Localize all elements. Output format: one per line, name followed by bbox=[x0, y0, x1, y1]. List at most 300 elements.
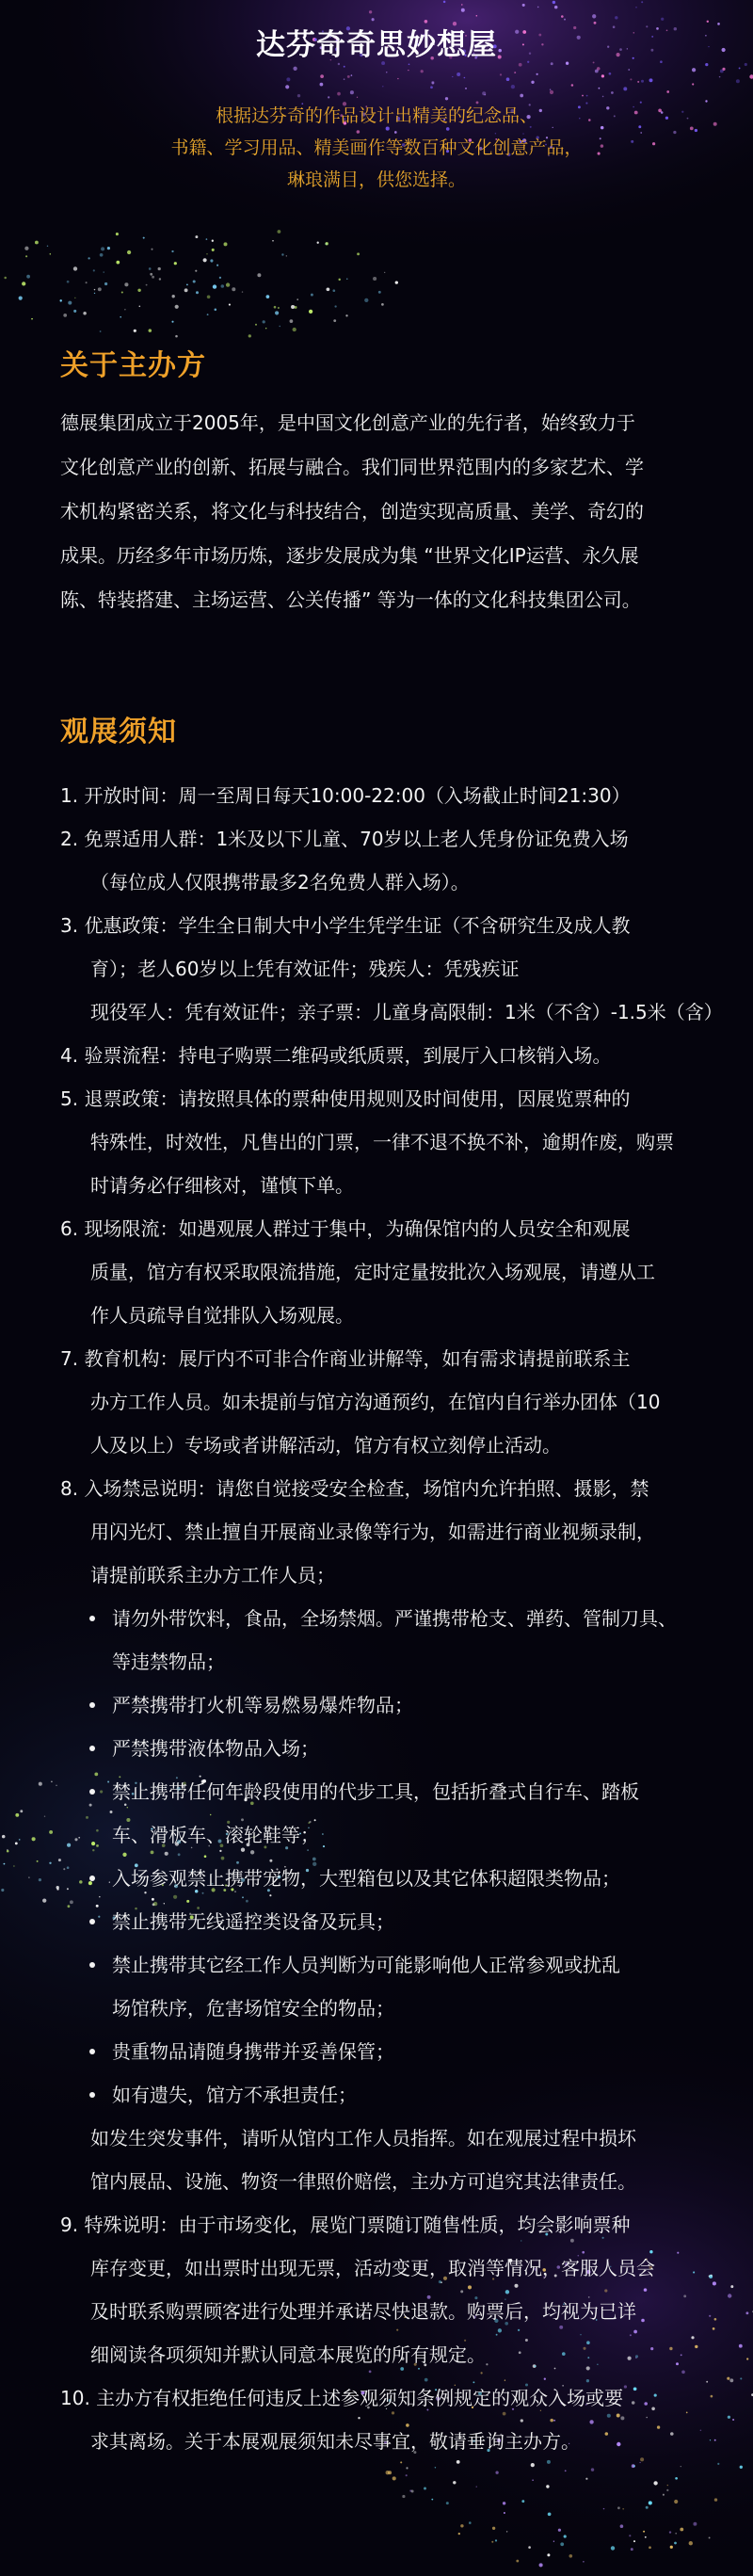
star-particle bbox=[317, 242, 319, 244]
star-particle bbox=[633, 2540, 635, 2542]
star-particle bbox=[714, 2318, 717, 2321]
notice-item-4: 4. 验票流程：持电子购票二维码或纸质票，到展厅入口核销入场。 bbox=[60, 1044, 612, 1067]
star-particle bbox=[127, 250, 131, 254]
intro-text bbox=[0, 100, 753, 196]
star-particle bbox=[521, 2500, 524, 2503]
star-particle bbox=[47, 246, 48, 247]
star-particle bbox=[186, 284, 188, 286]
star-particle bbox=[571, 84, 574, 87]
star-particle bbox=[293, 328, 296, 331]
star-particle bbox=[553, 2541, 554, 2542]
star-particle bbox=[213, 284, 216, 288]
star-particle bbox=[406, 2467, 408, 2469]
intro-line: 琳琅满目，供您选择。 bbox=[286, 169, 466, 190]
bullet-item bbox=[60, 1900, 700, 1943]
star-particle bbox=[408, 70, 409, 71]
star-particle bbox=[615, 16, 617, 19]
star-particle bbox=[107, 247, 110, 250]
star-particle bbox=[746, 2358, 748, 2359]
star-particle bbox=[25, 255, 27, 257]
star-particle bbox=[221, 284, 225, 288]
star-particle bbox=[495, 2539, 497, 2541]
star-particle bbox=[149, 267, 152, 270]
bullet-dot-icon bbox=[89, 1616, 95, 1621]
star-particle bbox=[15, 1813, 19, 1817]
star-particle bbox=[357, 97, 358, 98]
star-particle bbox=[196, 291, 199, 294]
star-particle bbox=[511, 85, 515, 89]
star-particle bbox=[293, 67, 296, 71]
star-particle bbox=[242, 291, 243, 292]
star-particle bbox=[601, 74, 604, 77]
notice-item-1: 1. 开放时间：周一至周日每天10:00-22:00（入场截止时间21:30） bbox=[60, 784, 631, 807]
star-particle bbox=[216, 265, 218, 266]
notice-item-6-cont: 作人员疏导自觉排队入场观展。 bbox=[90, 1304, 354, 1327]
star-particle bbox=[484, 94, 486, 96]
star-particle bbox=[332, 289, 335, 292]
star-particle bbox=[325, 242, 328, 246]
intro-line: 根据达芬奇的作品设计出精美的纪念品、 bbox=[215, 105, 537, 126]
star-particle bbox=[602, 96, 604, 98]
bullet-text: 如有遗失，馆方不承担责任； bbox=[112, 2084, 357, 2106]
star-particle bbox=[740, 2377, 742, 2379]
star-particle bbox=[666, 2489, 668, 2491]
star-particle bbox=[257, 273, 261, 277]
star-particle bbox=[337, 92, 341, 96]
star-particle bbox=[495, 2471, 498, 2474]
notice-item-6-cont: 质量，馆方有权采取限流措施，定时定量按批次入场观展，请遵从工 bbox=[90, 1261, 655, 1283]
bullet-dot-icon bbox=[89, 1876, 95, 1881]
star-particle bbox=[137, 289, 140, 292]
star-particle bbox=[388, 2471, 392, 2474]
star-particle bbox=[149, 329, 152, 332]
star-particle bbox=[717, 2463, 719, 2465]
star-particle bbox=[19, 296, 23, 299]
star-particle bbox=[564, 2535, 567, 2537]
star-particle bbox=[206, 253, 208, 255]
star-particle bbox=[635, 7, 637, 8]
star-particle bbox=[210, 259, 213, 262]
star-particle bbox=[67, 281, 70, 283]
bullet-item bbox=[60, 1857, 700, 1900]
notice-item-10-cont: 求其离场。关于本展观展须知未尽事宜，敬请垂询主办方。 bbox=[90, 2430, 580, 2453]
star-particle bbox=[297, 94, 300, 97]
star-particle bbox=[224, 242, 228, 246]
star-particle bbox=[599, 88, 601, 89]
star-particle bbox=[520, 94, 523, 98]
star-particle bbox=[351, 74, 353, 76]
bullet-dot-icon bbox=[89, 1789, 95, 1795]
star-particle bbox=[402, 2495, 405, 2498]
star-particle bbox=[603, 2508, 604, 2509]
star-particle bbox=[219, 277, 221, 279]
bullet-text: 禁止携带其它经工作人员判断为可能影响他人正常参观或扰乱 bbox=[112, 1954, 620, 1976]
star-particle bbox=[560, 2542, 564, 2546]
star-particle bbox=[94, 293, 95, 294]
star-particle bbox=[620, 2524, 624, 2528]
star-particle bbox=[42, 1898, 46, 1902]
star-particle bbox=[714, 2498, 717, 2501]
star-particle bbox=[120, 316, 121, 318]
star-particle bbox=[4, 277, 7, 280]
star-particle bbox=[26, 275, 30, 279]
star-particle bbox=[121, 291, 123, 293]
star-particle bbox=[397, 78, 398, 79]
star-particle bbox=[49, 1830, 53, 1834]
star-particle bbox=[728, 2416, 730, 2419]
star-particle bbox=[536, 73, 537, 75]
star-particle bbox=[146, 284, 148, 286]
star-particle bbox=[514, 72, 516, 73]
notice-item-6: 6. 现场限流：如遇观展人群过于集中，为确保馆内的人员安全和观展 bbox=[60, 1217, 631, 1240]
star-particle bbox=[333, 319, 336, 322]
star-particle bbox=[393, 2476, 396, 2480]
star-particle bbox=[381, 303, 384, 306]
star-particle bbox=[296, 298, 298, 300]
star-particle bbox=[7, 1850, 9, 1853]
star-particle bbox=[195, 270, 197, 272]
bullet-dot-icon bbox=[89, 1702, 95, 1708]
notice-item-2-cont: （每位成人仅限携带最多2名免费人群入场）。 bbox=[90, 871, 470, 894]
star-particle bbox=[20, 1810, 23, 1812]
bullet-item-cont: 场馆秩序，危害场馆安全的物品； bbox=[112, 1997, 394, 2020]
star-particle bbox=[39, 1782, 42, 1786]
star-particle bbox=[631, 2548, 633, 2551]
star-particle bbox=[98, 287, 102, 291]
star-particle bbox=[382, 86, 383, 87]
notice-item-8-cont: 请提前联系主办方工作人员； bbox=[90, 1564, 335, 1586]
about-heading: 关于主办方 bbox=[60, 349, 206, 382]
star-particle bbox=[692, 68, 696, 72]
star-particle bbox=[711, 2275, 713, 2277]
star-particle bbox=[711, 2395, 713, 2398]
star-particle bbox=[4, 1863, 6, 1865]
star-particle bbox=[68, 301, 72, 305]
bullet-item bbox=[60, 1597, 700, 1640]
star-particle bbox=[464, 77, 466, 79]
star-particle bbox=[338, 279, 340, 281]
star-particle bbox=[465, 88, 467, 89]
star-particle bbox=[500, 73, 502, 75]
notice-item-7: 7. 教育机构：展厅内不可非合作商业讲解等，如有需求请提前联系主 bbox=[60, 1347, 631, 1370]
star-particle bbox=[670, 2546, 673, 2549]
star-particle bbox=[476, 15, 478, 17]
star-particle bbox=[93, 269, 95, 271]
notice-item-8: 8. 入场禁忌说明：请您自觉接受安全检查，场馆内允许拍照、摄影，禁 bbox=[60, 1477, 649, 1500]
star-particle bbox=[15, 1842, 18, 1844]
star-particle bbox=[152, 276, 154, 279]
star-particle bbox=[531, 81, 534, 84]
star-particle bbox=[344, 78, 345, 80]
star-particle bbox=[745, 63, 747, 66]
star-particle bbox=[373, 277, 376, 281]
bullet-text: 请勿外带饮料，食品，全场禁烟。严谨携带枪支、弹药、管制刀具、 bbox=[112, 1607, 677, 1630]
notice-item-9: 9. 特殊说明：由于市场变化，展览门票随订随售性质，均会影响票种 bbox=[60, 2214, 631, 2236]
star-particle bbox=[476, 2486, 477, 2487]
star-particle bbox=[435, 2467, 436, 2468]
star-particle bbox=[558, 2529, 561, 2532]
star-particle bbox=[669, 2531, 671, 2533]
star-particle bbox=[643, 2531, 645, 2533]
bullet-text: 禁止携带任何年龄段使用的代步工具，包括折叠式自行车、踏板 bbox=[112, 1780, 639, 1803]
star-particle bbox=[646, 2506, 649, 2509]
star-particle bbox=[159, 278, 161, 280]
star-particle bbox=[56, 1886, 59, 1889]
star-particle bbox=[591, 2468, 594, 2471]
star-particle bbox=[714, 2439, 716, 2441]
star-particle bbox=[150, 273, 152, 276]
star-particle bbox=[630, 78, 632, 80]
about-line: 德展集团成立于2005年，是中国文化创意产业的先行者，始终致力于 bbox=[60, 411, 635, 434]
star-particle bbox=[364, 298, 368, 302]
star-particle bbox=[409, 63, 410, 65]
notice-item-9-cont: 及时联系购票顾客进行处理并承诺尽快退款。购票后，均视为已详 bbox=[90, 2300, 636, 2323]
about-line: 陈、特装搭建、主场运营、公关传播” 等为一体的文化科技集团公司。 bbox=[60, 588, 641, 611]
star-particle bbox=[421, 70, 424, 72]
star-particle bbox=[278, 307, 280, 309]
star-particle bbox=[675, 2477, 678, 2480]
star-particle bbox=[506, 2531, 507, 2532]
star-particle bbox=[384, 272, 385, 273]
notice-heading: 观展须知 bbox=[60, 716, 177, 749]
star-particle bbox=[345, 314, 347, 316]
notice-item-5: 5. 退票政策：请按照具体的票种使用规则及时间使用，因展览票种的 bbox=[60, 1087, 631, 1110]
star-particle bbox=[565, 2470, 567, 2471]
star-particle bbox=[709, 2276, 711, 2278]
star-particle bbox=[586, 95, 588, 97]
emergency-note: 如发生突发事件，请听从馆内工作人员指挥。如在观展过程中损坏 bbox=[90, 2127, 636, 2149]
notice-item-7-cont: 人及以上）专场或者讲解活动，馆方有权立刻停止活动。 bbox=[90, 1434, 561, 1457]
about-line: 术机构紧密关系，将文化与科技结合，创造实现高质量、美学、奇幻的 bbox=[60, 500, 644, 523]
star-particle bbox=[174, 262, 177, 265]
star-particle bbox=[124, 309, 125, 310]
notice-list bbox=[60, 774, 723, 2463]
notice-item-9-cont: 库存变更，如出票时出现无票，活动变更，取消等情况，客服人员会 bbox=[90, 2257, 655, 2279]
star-particle bbox=[22, 282, 25, 285]
star-particle bbox=[266, 295, 270, 298]
star-particle bbox=[705, 63, 708, 66]
star-particle bbox=[729, 2378, 733, 2382]
star-particle bbox=[745, 2311, 748, 2314]
star-particle bbox=[492, 2527, 495, 2530]
notice-item-5-cont: 特殊性，时效性，凡售出的门票，一律不退不换不补，逾期作废，购票 bbox=[90, 1131, 674, 1153]
bullet-item-cont: 车、滑板车、滚轮鞋等； bbox=[112, 1824, 319, 1846]
star-particle bbox=[611, 91, 614, 94]
bullet-text: 入场参观禁止携带宠物，大型箱包以及其它体积超限类物品； bbox=[112, 1867, 620, 1890]
page-title: 达芬奇奇思妙想屋 bbox=[256, 28, 497, 62]
star-particle bbox=[730, 2285, 733, 2288]
star-particle bbox=[582, 95, 584, 97]
star-particle bbox=[290, 319, 294, 323]
star-particle bbox=[666, 90, 669, 93]
star-particle bbox=[506, 77, 510, 81]
star-particle bbox=[709, 2315, 711, 2317]
star-particle bbox=[411, 2490, 414, 2493]
star-particle bbox=[272, 240, 274, 242]
star-particle bbox=[653, 2481, 657, 2485]
star-particle bbox=[713, 2327, 715, 2330]
bullet-item bbox=[60, 1727, 700, 1770]
star-particle bbox=[516, 2560, 519, 2563]
star-particle bbox=[611, 2546, 615, 2550]
star-particle bbox=[641, 1, 643, 3]
star-particle bbox=[171, 321, 173, 323]
star-particle bbox=[457, 72, 460, 76]
about-line: 成果。历经多年市场历炼，逐步发展成为集 “世界文化IP运营、永久展 bbox=[60, 544, 639, 567]
star-particle bbox=[503, 2502, 505, 2504]
star-particle bbox=[59, 299, 61, 301]
star-particle bbox=[274, 306, 277, 309]
star-particle bbox=[532, 2479, 534, 2481]
star-particle bbox=[275, 311, 279, 314]
star-particle bbox=[74, 298, 76, 299]
bullet-dot-icon bbox=[89, 1919, 95, 1924]
star-particle bbox=[171, 250, 173, 252]
star-particle bbox=[649, 78, 653, 82]
star-particle bbox=[291, 305, 295, 309]
star-particle bbox=[722, 68, 725, 71]
star-particle bbox=[674, 2500, 678, 2504]
emergency-note: 馆内展品、设施、物资一律照价赔偿，主办方可追究其法律责任。 bbox=[90, 2170, 636, 2193]
star-particle bbox=[1, 1889, 4, 1892]
star-particle bbox=[528, 2546, 531, 2549]
star-particle bbox=[134, 330, 136, 332]
star-particle bbox=[546, 2485, 549, 2487]
star-particle bbox=[554, 6, 558, 9]
star-particle bbox=[736, 79, 740, 83]
star-particle bbox=[357, 252, 360, 255]
star-particle bbox=[175, 305, 179, 309]
star-particle bbox=[49, 1862, 51, 1864]
star-particle bbox=[278, 230, 281, 233]
star-particle bbox=[378, 291, 381, 294]
star-particle bbox=[585, 2478, 587, 2480]
star-particle bbox=[446, 2502, 449, 2504]
star-particle bbox=[63, 314, 67, 317]
star-particle bbox=[553, 1, 555, 4]
star-particle bbox=[44, 1815, 45, 1816]
star-particle bbox=[328, 96, 329, 98]
star-particle bbox=[2, 1835, 5, 1839]
star-particle bbox=[350, 90, 354, 94]
star-particle bbox=[547, 2553, 550, 2556]
star-particle bbox=[692, 83, 694, 85]
notice-item-2: 2. 免票适用人群：1米及以下儿童、70岁以上老人凭身份证免费入场 bbox=[60, 828, 629, 850]
star-particle bbox=[667, 2485, 668, 2486]
star-particle bbox=[32, 1837, 36, 1841]
bullet-item bbox=[60, 2030, 700, 2073]
star-particle bbox=[461, 8, 465, 12]
star-particle bbox=[633, 2465, 635, 2467]
star-particle bbox=[719, 76, 721, 78]
star-particle bbox=[13, 1865, 15, 1867]
star-particle bbox=[172, 295, 175, 298]
star-particle bbox=[37, 1860, 39, 1862]
star-particle bbox=[203, 258, 207, 262]
notice-item-9-cont: 细阅读各项须知并默认同意本展览的所有规定。 bbox=[90, 2343, 486, 2366]
bullet-text: 严禁携带打火机等易燃易爆炸物品； bbox=[112, 1694, 413, 1716]
star-particle bbox=[39, 1878, 41, 1881]
bullet-dot-icon bbox=[89, 2092, 95, 2098]
star-particle bbox=[151, 249, 152, 250]
notice-item-10: 10. 主办方有权拒绝任何违反上述参观须知条例规定的观众入场或要 bbox=[60, 2387, 624, 2409]
star-particle bbox=[617, 2506, 620, 2509]
star-particle bbox=[561, 15, 564, 18]
star-particle bbox=[649, 2546, 651, 2549]
star-particle bbox=[460, 2524, 463, 2527]
notice-item-3: 3. 优惠政策：学生全日制大中小学生凭学生证（不含研究生及成人教 bbox=[60, 914, 631, 937]
bullet-text: 禁止携带无线遥控类设备及玩具； bbox=[112, 1910, 394, 1933]
bullet-item bbox=[60, 1683, 700, 1727]
star-particle bbox=[709, 2536, 711, 2538]
star-particle bbox=[628, 69, 630, 71]
star-particle bbox=[649, 2501, 652, 2504]
star-particle bbox=[740, 2466, 743, 2469]
star-particle bbox=[88, 257, 89, 259]
star-particle bbox=[424, 2487, 426, 2490]
star-particle bbox=[504, 2512, 505, 2514]
star-particle bbox=[597, 67, 601, 71]
star-particle bbox=[548, 2512, 552, 2516]
star-particle bbox=[207, 314, 209, 315]
star-particle bbox=[369, 10, 372, 13]
star-particle bbox=[443, 1, 446, 4]
star-particle bbox=[248, 334, 251, 337]
star-particle bbox=[728, 2294, 731, 2297]
star-particle bbox=[50, 253, 52, 255]
star-particle bbox=[522, 4, 525, 7]
bullet-text: 贵重物品请随身携带并妥善保管； bbox=[112, 2040, 394, 2063]
star-particle bbox=[35, 241, 39, 245]
star-particle bbox=[124, 282, 128, 286]
star-particle bbox=[710, 2439, 711, 2440]
about-line: 文化创意产业的创新、拓展与融合。我们同世界范围内的多家艺术、学 bbox=[60, 456, 644, 478]
bullet-dot-icon bbox=[89, 1962, 95, 1968]
star-particle bbox=[727, 2377, 729, 2380]
star-particle bbox=[461, 4, 462, 5]
bullet-item bbox=[60, 2073, 700, 2117]
star-particle bbox=[139, 306, 141, 308]
star-particle bbox=[286, 77, 290, 81]
star-particle bbox=[100, 330, 102, 332]
star-particle bbox=[19, 1839, 21, 1841]
star-particle bbox=[73, 310, 76, 313]
star-particle bbox=[31, 318, 33, 320]
star-particle bbox=[469, 2521, 472, 2524]
star-particle bbox=[143, 237, 145, 239]
star-particle bbox=[116, 233, 119, 235]
star-particle bbox=[286, 255, 287, 256]
star-particle bbox=[86, 282, 88, 283]
star-particle bbox=[663, 2494, 665, 2496]
star-particle bbox=[732, 2419, 734, 2421]
star-particle bbox=[229, 304, 231, 306]
star-particle bbox=[344, 66, 345, 68]
star-particle bbox=[255, 324, 257, 326]
bullet-text: 严禁携带液体物品入场； bbox=[112, 1737, 319, 1760]
star-particle bbox=[193, 280, 196, 282]
star-particle bbox=[212, 249, 215, 251]
notice-item-8-cont: 用闪光灯、禁止擅自开展商业录像等行为，如需进行商业视频录制， bbox=[90, 1521, 655, 1543]
star-particle bbox=[458, 2533, 460, 2535]
star-particle bbox=[212, 240, 214, 242]
star-particle bbox=[347, 75, 350, 78]
star-particle bbox=[175, 335, 178, 338]
star-particle bbox=[641, 80, 644, 83]
notice-item-7-cont: 办方工作人员。如未提前与馆方沟通预约，在馆内自行举办团体（10 bbox=[90, 1391, 661, 1413]
star-particle bbox=[637, 81, 639, 83]
star-particle bbox=[184, 288, 188, 292]
